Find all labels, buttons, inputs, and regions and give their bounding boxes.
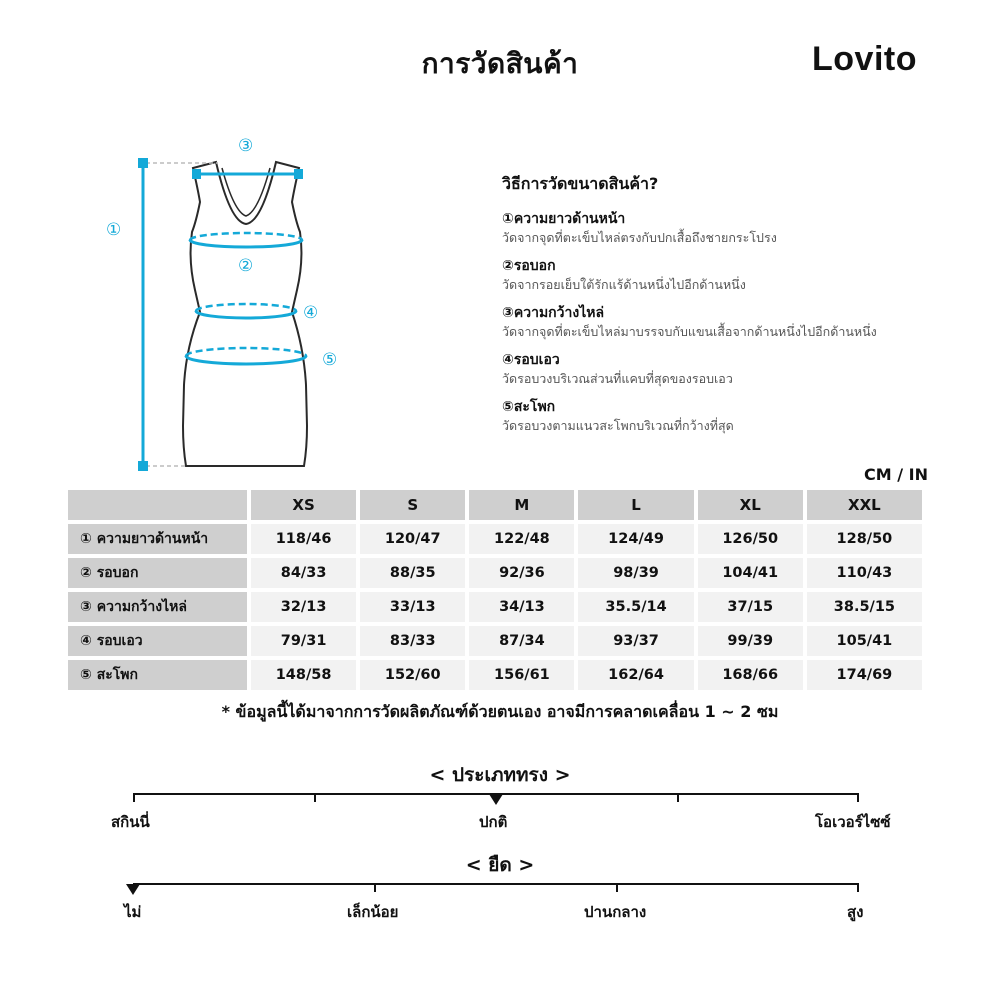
table-cell: 88/35 — [360, 558, 465, 588]
table-cell: 152/60 — [360, 660, 465, 690]
table-row — [68, 592, 922, 622]
fit-scale-tick — [857, 793, 859, 802]
stretch-label-slight: เล็กน้อย — [347, 903, 399, 921]
size-header: XS — [251, 490, 356, 520]
fit-label-oversize: โอเวอร์ไซซ์ — [815, 813, 891, 831]
dress-diagram — [100, 130, 360, 480]
table-cell: 99/39 — [698, 626, 803, 656]
guide-item-desc: วัดจากรอยเย็บใต้รักแร้ด้านหนึ่งไปอีกด้านหนึ่ง — [502, 277, 746, 292]
figure-label-length: ① — [106, 220, 122, 240]
table-cell: 35.5/14 — [578, 592, 693, 622]
stretch-scale-tick — [374, 883, 376, 892]
stretch-label-none: ไม่ — [124, 903, 142, 921]
row-label: ② รอบอก — [68, 558, 247, 588]
fit-label-regular: ปกติ — [479, 813, 508, 831]
table-cell: 168/66 — [698, 660, 803, 690]
table-corner-cell — [68, 490, 247, 520]
table-cell: 110/43 — [807, 558, 922, 588]
stretch-scale-tick — [857, 883, 859, 892]
table-row — [68, 524, 922, 554]
guide-item-desc: วัดรอบวงตามแนวสะโพกบริเวณที่กว้างที่สุด — [502, 418, 734, 433]
table-cell: 98/39 — [578, 558, 693, 588]
guide-item-title: ⑤สะโพก — [502, 399, 556, 415]
row-label: ⑤ สะโพก — [68, 660, 247, 690]
table-cell: 174/69 — [807, 660, 922, 690]
row-label: ① ความยาวด้านหน้า — [68, 524, 247, 554]
figure-label-waist: ④ — [303, 303, 319, 323]
table-cell: 162/64 — [578, 660, 693, 690]
table-cell: 126/50 — [698, 524, 803, 554]
table-cell: 128/50 — [807, 524, 922, 554]
brand-logo: Lovito — [812, 40, 917, 78]
fit-label-skinny: สกินนี่ — [111, 813, 150, 831]
size-table — [64, 486, 926, 694]
fit-scale-tick — [314, 793, 316, 802]
table-cell: 87/34 — [469, 626, 574, 656]
size-header: XXL — [807, 490, 922, 520]
guide-item-desc: วัดรอบวงบริเวณส่วนที่แคบที่สุดของรอบเอว — [502, 371, 733, 386]
stretch-label-medium: ปานกลาง — [584, 903, 647, 921]
table-cell: 118/46 — [251, 524, 356, 554]
stretch-label-high: สูง — [847, 903, 864, 921]
table-cell: 79/31 — [251, 626, 356, 656]
table-cell: 105/41 — [807, 626, 922, 656]
disclaimer-note: * ข้อมูลนี้ได้มาจากการวัดผลิตภัณฑ์ด้วยตนเอง อาจมีการคลาดเคลื่อน 1 ~ 2 ซม — [221, 702, 779, 721]
table-cell: 38.5/15 — [807, 592, 922, 622]
table-row — [68, 626, 922, 656]
guide-item-title: ④รอบเอว — [502, 352, 560, 368]
table-header-row — [68, 490, 922, 520]
fit-selected-marker — [489, 794, 503, 805]
table-cell: 92/36 — [469, 558, 574, 588]
figure-label-hip: ⑤ — [322, 350, 338, 370]
guide-item-desc: วัดจากจุดที่ตะเข็บไหล่ตรงกับปกเสื้อถึงชายกระโปรง — [502, 230, 777, 245]
stretch-scale-title: < ยืด > — [465, 854, 535, 876]
size-header: M — [469, 490, 574, 520]
fit-scale-tick — [133, 793, 135, 802]
guide-item-title: ②รอบอก — [502, 258, 556, 274]
guide-item-desc: วัดจากจุดที่ตะเข็บไหล่มาบรรจบกับแขนเสื้อจากด้านหนึ่งไปอีกด้านหนึ่ง — [502, 324, 877, 339]
table-cell: 148/58 — [251, 660, 356, 690]
page-title: การวัดสินค้า — [421, 47, 579, 80]
fit-scale-title: < ประเภททรง > — [429, 764, 571, 786]
table-cell: 156/61 — [469, 660, 574, 690]
table-row — [68, 660, 922, 690]
measure-guide — [502, 172, 972, 444]
size-header: L — [578, 490, 693, 520]
size-header: XL — [698, 490, 803, 520]
table-cell: 37/15 — [698, 592, 803, 622]
table-cell: 83/33 — [360, 626, 465, 656]
table-cell: 34/13 — [469, 592, 574, 622]
table-cell: 33/13 — [360, 592, 465, 622]
table-cell: 32/13 — [251, 592, 356, 622]
unit-label: CM / IN — [864, 465, 928, 484]
size-header: S — [360, 490, 465, 520]
figure-label-bust: ② — [238, 256, 254, 276]
row-label: ③ ความกว้างไหล่ — [68, 592, 247, 622]
figure-label-shoulder: ③ — [238, 136, 254, 156]
fit-scale-tick — [677, 793, 679, 802]
stretch-selected-marker — [126, 884, 140, 895]
table-cell: 93/37 — [578, 626, 693, 656]
stretch-scale-tick — [616, 883, 618, 892]
guide-item-title: ①ความยาวด้านหน้า — [502, 211, 626, 227]
table-cell: 124/49 — [578, 524, 693, 554]
table-cell: 120/47 — [360, 524, 465, 554]
guide-item-title: ③ความกว้างไหล่ — [502, 305, 605, 321]
guide-heading: วิธีการวัดขนาดสินค้า? — [502, 174, 659, 193]
stretch-scale-line — [133, 883, 859, 885]
table-row — [68, 558, 922, 588]
row-label: ④ รอบเอว — [68, 626, 247, 656]
table-cell: 104/41 — [698, 558, 803, 588]
table-cell: 84/33 — [251, 558, 356, 588]
table-cell: 122/48 — [469, 524, 574, 554]
